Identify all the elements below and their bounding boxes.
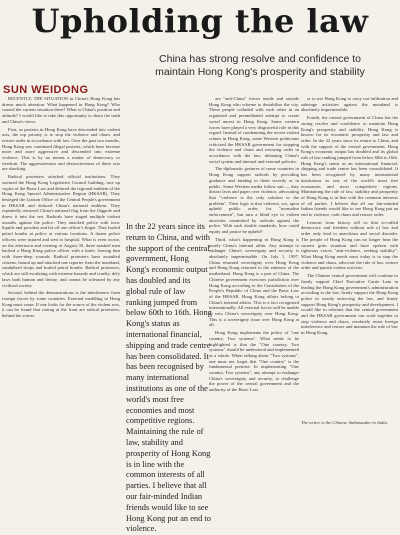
column-4 [301,96,398,431]
paragraph: Fourth, the central government of China has the strong resolve and confidence to maintain Hong Kong's prosperity and stability. Hong Kong is known for its economic prosperity and law and order. In the 22 years since its return to China, and with the support of the central government, Hong Kong's economic output has doubled and its global rule of law ranking jumped from below 60th to 16th. Hong Kong's status as an international financial, shipping and trade centre has been consolidated. It has been recognised by many international institutions as one of the world's most free economies and most competitive regions. Maintaining the rule of law, stability and prosperity of Hong Kong is in line with the common interests of all parties. I believe that all our fair-minded Indian friends would like to see Hong Kong put an end to violence, curb chaos and restore order. [301,115,398,218]
paragraph: are "anti-China" forces inside and outside Hong Kong who scheme to destabilise the city. These people colluded with each other in an organised and premeditated attempt to create social unrest in Hong Kong. Some western forces have played a very disgraceful role in this regard. Instead of condemning the recent violent crimes in Hong Kong, some Western politicians criticised the HKSAR government for stopping the violence and chaos and restoring order in accordance with the law, defaming China's social system and internal and external policies. [209,96,299,164]
paragraph: The Chinese central government will continue to firmly support Chief Executive Carrie Lam in leading the Hong Kong government's administration according to the law, firmly support the Hong Kong police in sternly enforcing the law, and firmly support Hong Kong's prosperity and development. I would like to reiterate that the central government and the HKSAR government can work together to stop violence and chaos, resolutely resist foreign interference and restore and maintain the rule of law in Hong Kong. [301,273,398,336]
paragraph: First, as protests in Hong Kong have descended into violent acts, the top priority is to stop the violence and chaos, and restore order in accordance with law. Over the past two months, Hong Kong saw continued illegal protests, which have become more and more aggressive and descended into extreme violence. This is by no means a matter of democracy or freedom. The aggressiveness and destructiveness of these acts are shocking. [2,126,120,172]
headline: Upholding the law [31,2,369,40]
byline: SUN WEIDONG [3,84,89,96]
author-note: The writer is the Chinese Ambassador to India. [301,420,388,425]
paragraph: Second, behind the demonstrations is the interference from foreign forces by some countries. External meddling in Hong Kong must cease. If one looks for the source of the violent acts, it can be found that rioting at the front are radical protesters, behind the scenes [2,290,120,319]
subheadline: China has strong resolve and confidence to maintain Hong Kong's prosperity and stability [155,53,365,78]
paragraph: Lessons from history tell us that so-called democracy and freedom without rule of law and order only lead to anarchism and social disorder. The people of Hong Kong can no longer bear the current grim situation and have spoken with righteous voices "anti-violence, seeking stability". What Hong Kong needs most today is to stop the violence and chaos, advocate the rule of law, restore order and punish violent activists. [301,219,398,271]
paragraph: The diplomatic gestures of some countries in Hong Kong support radicals by providing guidance and funding to them secretly or in public. Some Western media follow suit — they distort facts and paper over violence, advocating that "violence is the only solution to the problem". Their logic is that violence, too, upon upheld public order, for "normalise enforcement", but turn a blind eye to violent atrocities committed by radicals against the police. With such double standards, how could equity and justice be upheld? [209,166,299,235]
pullquote: In the 22 years since its return to China, and with the support of the central government, Hong Kong's economic output has doubled and its global rule of law ranking jumped from below 60th to 16th. Hong Kong's status as international financial, shipping and trade centre has been consolidated. It has been recognised by many international institutions as one of the world's most free economies and most competitive regions. Maintaining the rule of law, stability and prosperity of Hong Kong is in line with the common interests of all parties. I believe that all our fair-minded Indian friends would like to see Hong Kong put an end to violence. [126,222,212,534]
paragraph: RECENTLY, THE SITUATION in China's Hong Kong has drawn much attention. What happened in Hong Kong? Who caused the current situation there? What is China's position and attitude? I would like to take this opportunity to share the truth and China's views. [2,96,120,124]
paragraph: Radical protesters attacked official institutions. They stormed the Hong Kong Legislative Council building, tore up copies of the Basic Law and defaced the regional emblem of the Hong Kong Special Administrative Region (HKSAR). They besieged the Liaison Office of the Central People's government in HKSAR and defaced China's national emblem. They repeatedly removed China's national flag from the flagpole and threw it into the sea. Radicals have staged multiple violent assaults against the police. They attacked police with toxic liquids and powders and bit off one officer's finger. They hurled petrol bombs at police at various locations. A dozen police officers were injured and sent to hospital. What is even worse, on the afternoon and evening of August 30, three masked men hacked a Hong Kong police officer with a knife, leaving him with three-deep wounds. Radical protesters have assaulted citizens, bound up and attacked one reporter from the mainland, vandalised shops and hurled petrol bombs. Radical protesters, which are still escalating with extreme hazards and cruelty, defy laws both human and divine, and cannot be tolerated by any civilised society. [2,174,120,288]
paragraph: Hong Kong implements the policy of "one country, Two systems". What needs to be highlighted is that the "One country, Two systems" should be understood and implemented as a whole. When talking about "Two systems", one must not forget that "One country" is the fundamental premise. In implementing "One country, Two systems", any attempt to endanger China's sovereignty and security, to challenge the power of the central government and the authority of the Basic Law, [209,330,299,393]
column-3 [209,96,299,431]
column-1 [2,96,120,431]
paragraph: Third, what's happening in Hong Kong is purely China's internal affair. Any attempt to endanger China's sovereignty and security is absolutely impermissible. On July 1, 1997, China resumed sovereignty over Hong Kong and Hong Kong returned to the embrace of the motherland. Hong Kong is a part of China. The Chinese government exercises jurisdiction over Hong Kong according to the Constitution of the People's Republic of China and the Basic Law of the HKSAR. Hong Kong affairs belong to China's internal affairs. This is a fact recognised internationally. All external forces will be unable to veto China's sovereignty over Hong Kong. This is a sovereignty issue over Hong Kong at all. [209,236,299,328]
paragraph: or to use Hong Kong to carry out infiltration and sabotage activities against the mainland is absolutely impermissible. [301,96,398,113]
